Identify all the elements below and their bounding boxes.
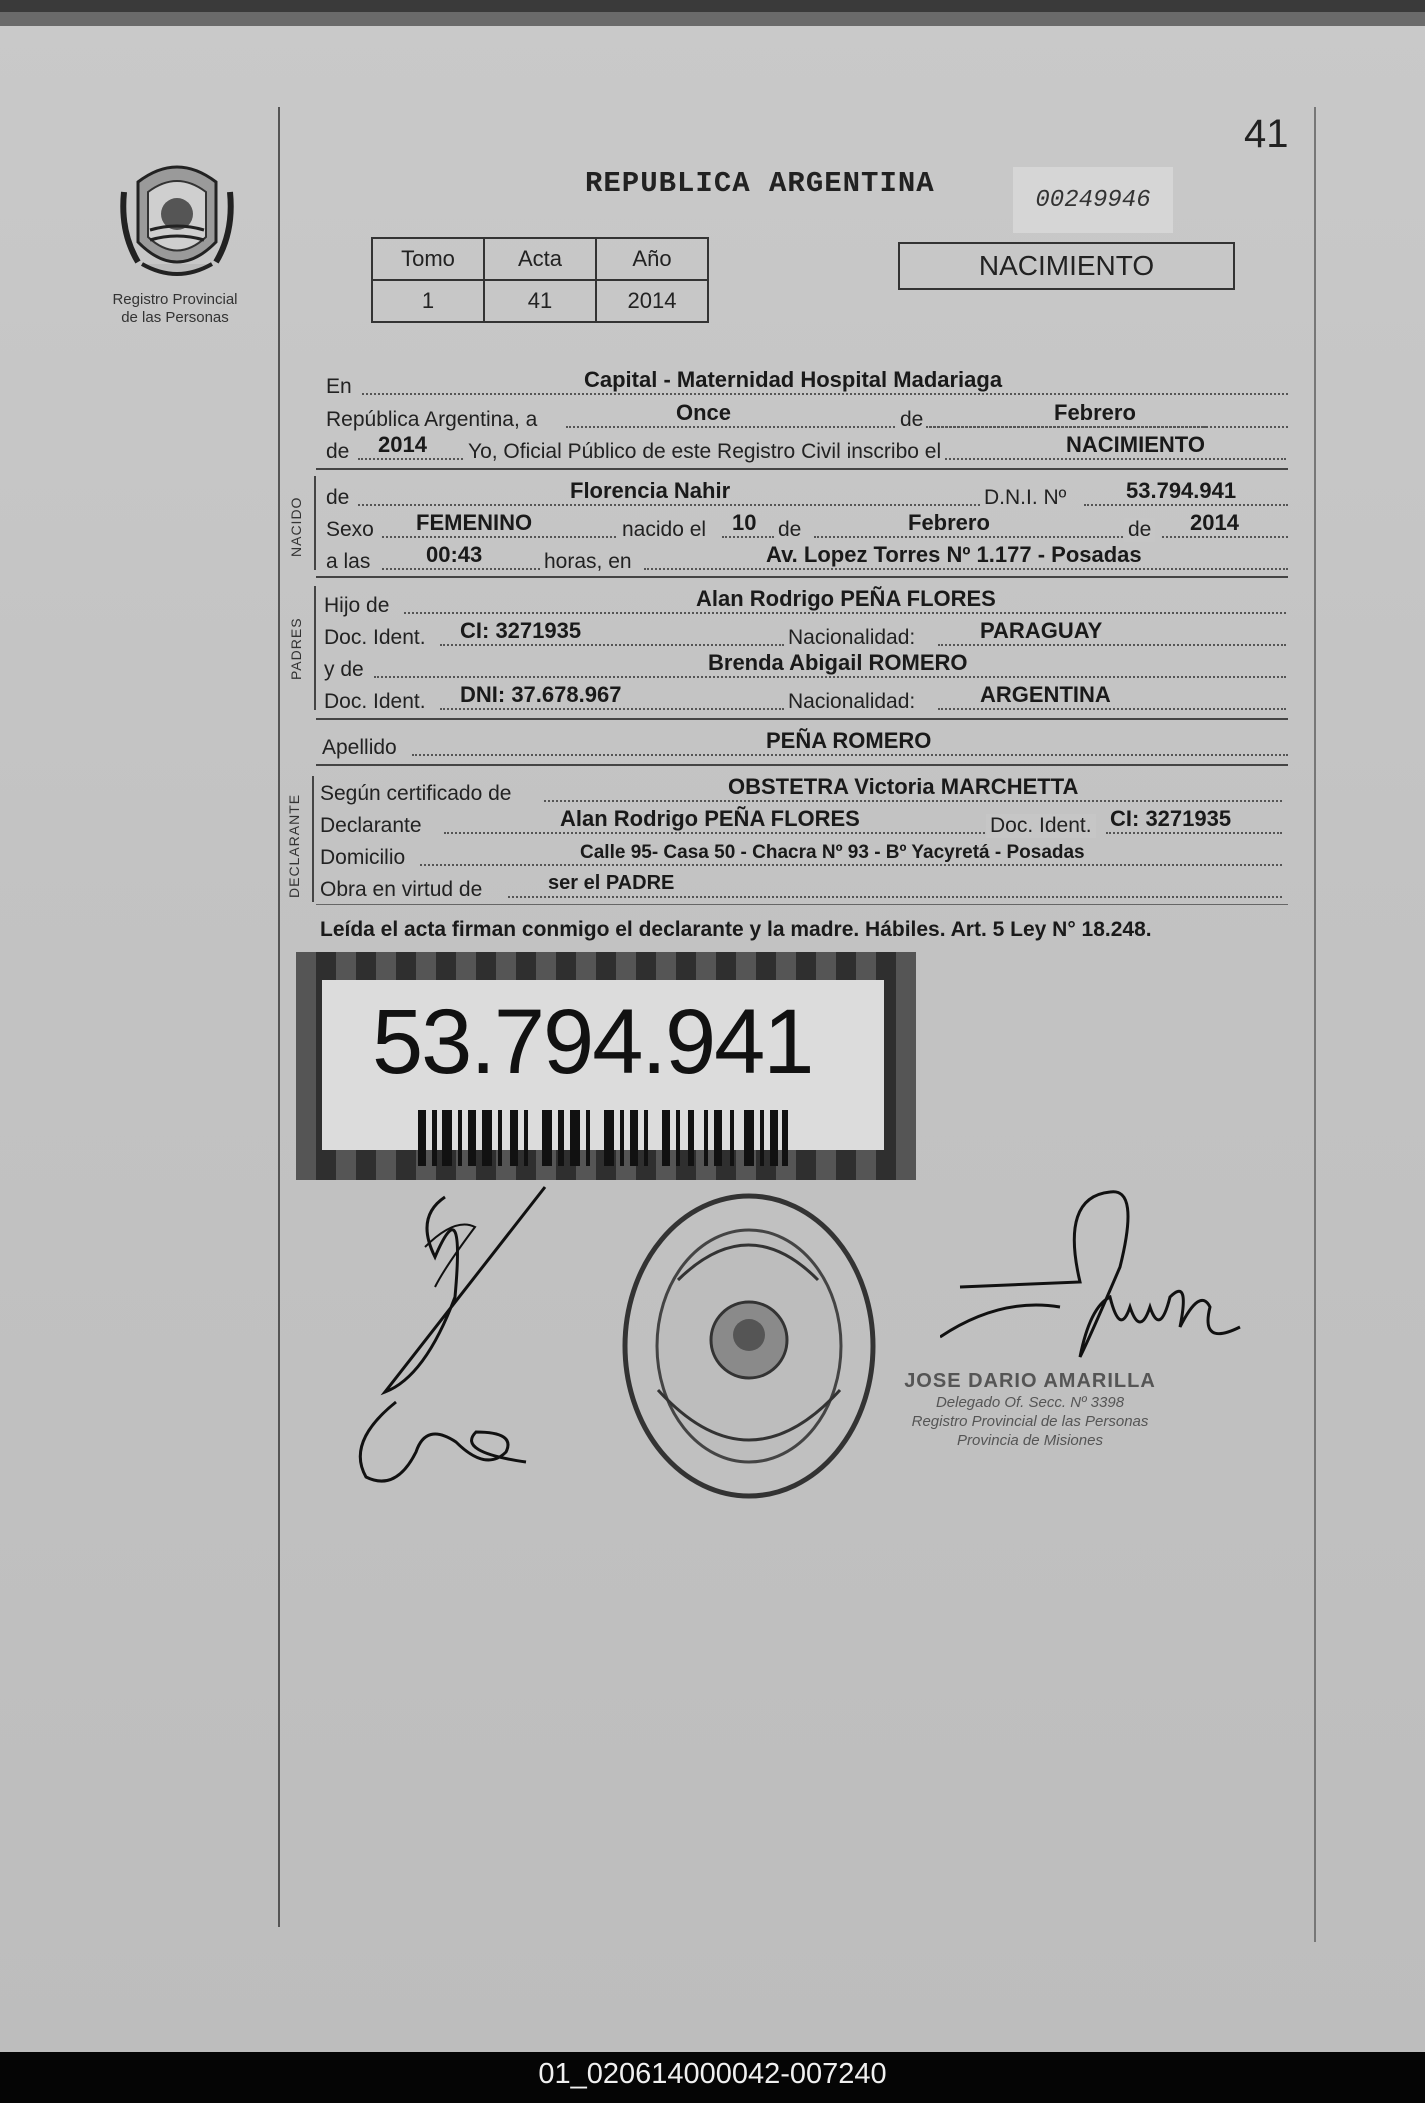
page-number: 41 [1244, 112, 1289, 156]
row-fecha [326, 400, 1288, 434]
certificado-label: Según certificado de [320, 782, 512, 805]
nacido-dia: 10 [732, 510, 757, 535]
official-org: Registro Provincial de las Personas [911, 1413, 1149, 1430]
sexo-value: FEMENINO [416, 510, 533, 535]
tomo-value: 1 [372, 280, 484, 322]
tomo-header: Tomo [372, 238, 484, 280]
sexo-label: Sexo [326, 518, 374, 541]
declarante-doc: CI: 3271935 [1110, 806, 1232, 831]
obra-label: Obra en virtud de [320, 878, 483, 901]
declarante-doc-label: Doc. Ident. [986, 814, 1096, 838]
declarante-value: Alan Rodrigo PEÑA FLORES [560, 806, 860, 831]
official-seal-icon [618, 1190, 880, 1502]
row-apellido [322, 728, 1288, 762]
scan-top-edge [0, 12, 1425, 26]
nombre-label: de [326, 486, 350, 509]
declarante-bracket [312, 776, 314, 902]
barcode-icon [418, 1110, 788, 1166]
misiones-emblem-icon [118, 152, 236, 290]
section-divider [316, 468, 1288, 470]
record-type-box: NACIMIENTO [898, 242, 1235, 290]
document-page [0, 12, 1425, 2052]
declarante-section-tag: DECLARANTE [286, 793, 302, 898]
row-domicilio [320, 838, 1286, 872]
padres-bracket [314, 586, 316, 710]
de-label: de [896, 408, 927, 432]
lugar-value: Av. Lopez Torres Nº 1.177 - Posadas [766, 542, 1142, 567]
row-padre-doc [324, 618, 1286, 652]
madre-nacionalidad-label: Nacionalidad: [788, 690, 916, 713]
section-divider [316, 904, 1288, 905]
row-madre [324, 650, 1286, 684]
acta-value: 41 [484, 280, 596, 322]
padre-nacionalidad-label: Nacionalidad: [788, 626, 916, 649]
nacido-de-label: de [778, 518, 802, 541]
year-value: 2014 [378, 432, 427, 457]
day-word: Once [676, 400, 732, 425]
row-hora-lugar [326, 542, 1288, 576]
nacido-de2-label: de [1124, 518, 1155, 542]
certificado-value: OBSTETRA Victoria MARCHETTA [728, 774, 1079, 799]
declarante-label: Declarante [320, 814, 422, 837]
emblem-caption [90, 291, 260, 327]
official-name: JOSE DARIO AMARILLA [904, 1370, 1156, 1392]
dni-label: D.N.I. Nº [980, 486, 1070, 510]
row-lugar [326, 367, 1288, 401]
register-table-header-row [372, 238, 708, 280]
row-obra [320, 870, 1286, 904]
emblem-caption-line2: de las Personas [121, 309, 229, 326]
official-province: Provincia de Misiones [957, 1432, 1103, 1449]
dni-sticker [296, 952, 916, 1180]
row-padre [324, 586, 1286, 620]
anio-header: Año [596, 238, 708, 280]
official-role: Delegado Of. Secc. Nº 3398 [935, 1394, 1125, 1411]
emblem-caption-line1: Registro Provincial [112, 291, 238, 308]
dni-value: 53.794.941 [1126, 478, 1237, 503]
month-word: Febrero [1054, 400, 1136, 425]
padre-nombre: Alan Rodrigo PEÑA FLORES [696, 586, 996, 611]
padre-doc-label: Doc. Ident. [324, 626, 426, 649]
row-sexo [326, 510, 1288, 544]
padre-nacionalidad: PARAGUAY [980, 618, 1103, 643]
inscribo-value: NACIMIENTO [1066, 432, 1205, 457]
nacido-mes: Febrero [908, 510, 990, 535]
y-de-label: y de [324, 658, 364, 681]
document-id: 01_020614000042-007240 [538, 2058, 887, 2090]
anio-value: 2014 [596, 280, 708, 322]
acta-header: Acta [484, 238, 596, 280]
dni-sticker-inner [322, 980, 884, 1150]
madre-doc-label: Doc. Ident. [324, 690, 426, 713]
nacido-anio: 2014 [1190, 510, 1239, 535]
apellido-value: PEÑA ROMERO [766, 728, 932, 753]
madre-nacionalidad: ARGENTINA [980, 682, 1111, 707]
hora-value: 00:43 [426, 542, 483, 567]
madre-doc: DNI: 37.678.967 [460, 682, 622, 707]
nombre-value: Florencia Nahir [570, 478, 731, 503]
en-label: En [326, 375, 352, 398]
padres-section-tag: PADRES [288, 617, 304, 680]
dni-sticker-number: 53.794.941 [372, 991, 813, 1093]
section-divider [316, 576, 1288, 578]
apellido-label: Apellido [322, 736, 397, 759]
row-certificado [320, 774, 1286, 808]
en-value: Capital - Maternidad Hospital Madariaga [584, 367, 1003, 392]
horas-en-label: horas, en [544, 550, 632, 573]
padre-doc: CI: 3271935 [460, 618, 582, 643]
hijo-de-label: Hijo de [324, 594, 390, 617]
obra-value: ser el PADRE [548, 872, 675, 894]
nacido-bracket [314, 476, 316, 570]
a-las-label: a las [326, 550, 371, 573]
domicilio-label: Domicilio [320, 846, 406, 869]
row-inscripcion [326, 432, 1288, 466]
right-margin-rule [1314, 107, 1316, 1942]
year-label: de [326, 440, 350, 463]
left-margin-rule [278, 107, 280, 1927]
madre-nombre: Brenda Abigail ROMERO [708, 650, 968, 675]
domicilio-value: Calle 95- Casa 50 - Chacra Nº 93 - Bº Yacyretá - Posadas [580, 842, 1085, 863]
section-divider [316, 718, 1288, 720]
republica-label: República Argentina, a [326, 408, 538, 431]
signature-madre-icon [356, 1382, 536, 1492]
register-table [371, 237, 709, 323]
signature-oficial-icon [940, 1187, 1250, 1387]
section-divider [316, 764, 1288, 766]
row-nombre [326, 478, 1288, 512]
nacido-el-label: nacido el [622, 518, 707, 541]
document-title: REPUBLICA ARGENTINA [585, 167, 935, 200]
row-declarante [320, 806, 1286, 840]
closing-statement: Leída el acta firman conmigo el declarante y la madre. Hábiles. Art. 5 Ley N° 18.248. [320, 918, 1152, 941]
serial-number: 00249946 [1013, 167, 1173, 233]
row-madre-doc [324, 682, 1286, 716]
inscribo-label: Yo, Oficial Público de este Registro Civil inscribo el [464, 440, 945, 464]
register-table-value-row [372, 280, 708, 322]
official-stamp [880, 1370, 1180, 1450]
nacido-section-tag: NACIDO [288, 496, 304, 557]
